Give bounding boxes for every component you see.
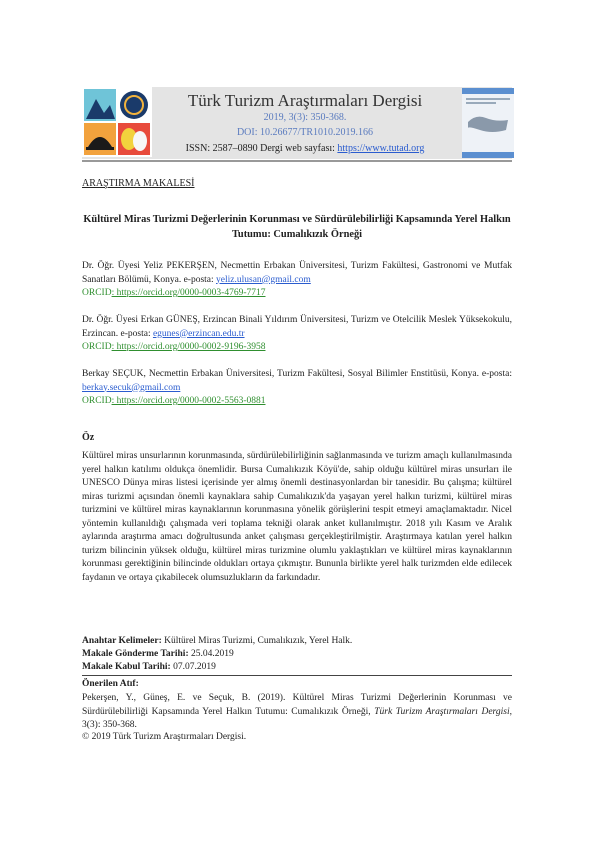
author-3-email[interactable]: berkay.secuk@gmail.com (82, 382, 181, 393)
author-1: Dr. Öğr. Üyesi Yeliz PEKERŞEN, Necmettin Erbakan Üniversitesi, Turizm Fakültesi, Gastronomi ve Mutfak Sanatları Bölümü, Konya. e-posta: yeliz.ulusan@gmail.com (82, 261, 512, 285)
issn-text: ISSN: 2587–0890 Dergi web sayfası: (185, 143, 338, 154)
author-3: Berkay SEÇUK, Necmettin Erbakan Üniversitesi, Turizm Fakültesi, Sosyal Bilimler Enstitüsü, Konya. e-posta: berkay.secuk@gmail.com (82, 369, 512, 393)
meta-divider (82, 675, 512, 676)
author-3-orcid[interactable]: ORCID: https://orcid.org/0000-0002-5563-0881 (82, 396, 266, 406)
citation-text: Pekerşen, Y., Güneş, E. ve Seçuk, B. (2019). Kültürel Miras Turizmi Değerlerinin Korunması ve Sürdürülebilirliği Kapsamında Yerel Halkın Tutumu: Cumalıkızık Örneği, Türk Turizm Araştırmaları Dergisi, 3(3): 350-368. (82, 693, 512, 730)
journal-doi[interactable]: DOI: 10.26677/TR1010.2019.166 (236, 127, 374, 138)
author-1-orcid[interactable]: ORCID: https://orcid.org/0000-0003-4769-7717 (82, 288, 266, 298)
abstract-heading: Öz (82, 432, 95, 443)
author-2-email[interactable]: egunes@erzincan.edu.tr (152, 328, 245, 339)
header-divider (82, 160, 512, 162)
acceptance-date: Makale Kabul Tarihi: 07.07.2019 (82, 662, 216, 672)
journal-logo (82, 87, 152, 157)
author-2: Dr. Öğr. Üyesi Erkan GÜNEŞ, Erzincan Binali Yıldırım Üniversitesi, Turizm ve Otelcilik Meslek Yüksekokulu, Erzincan. e-posta: egunes@erzincan.edu.tr (82, 315, 512, 339)
journal-cover-thumbnail (462, 88, 514, 158)
abstract-text: Kültürel miras unsurlarının korunmasında, sürdürülebilirliğinin sağlanmasında ve turizm amaçlı kullanılmasında yerel halkın katılımı oldukça önemlidir. Bursa Cumalıkızık Köyü'de, sahip olduğu kültürel miras unsurları ile UNESCO Dünya miras listesi içerisinde yer almış önemli destinasyonlardan bir tanesidir. Bu çalışma; kültürel miras turizmi açısından önemli kaynaklara sahip Cumalıkızık'da yaşayan yerel halkın turizmi, kültürel miras turizmini ve kültürel miras kaynaklarının korunmasına yönelik görüşlerini tespit etmeyi amaçlamaktadır. Nicel yöntemin kullanıldığı çalışmada veri toplama tekniği olarak anket kullanılmıştır. 2018 yılı Kasım ve Aralık aylarında araştırma amacı doğrultusunda anket çalışması gerçekleştirilmiştir. Araştırmaya katılan yerel halkın turizm bilincinin yüksek olduğu, kültürel miras turizmine olumlu yaklaştıkları ve kültürel miras kaynaklarının korunması gerektiğinin bilincinde oldukları ortaya çıkmıştır. Bununla birlikte yerel halk turizmden elde edilecek faydanın ve ortaya çıkabilecek olumsuzlukların da farkındadır. (82, 451, 512, 583)
citation-heading: Önerilen Atıf: (82, 679, 139, 689)
copyright: © 2019 Türk Turizm Araştırmaları Dergisi. (82, 732, 247, 742)
issn-line (160, 143, 450, 154)
keywords: Anahtar Kelimeler: Kültürel Miras Turizmi, Cumalıkızık, Yerel Halk. (82, 636, 353, 646)
journal-volume: 2019, 3(3): 350-368. (263, 112, 347, 123)
journal-title: Türk Turizm Araştırmaları Dergisi (187, 91, 423, 110)
article-title: Kültürel Miras Turizmi Değerlerinin Korunması ve Sürdürülebilirliği Kapsamında Yerel Halkın Tutumu: Cumalıkızık Örneği (83, 214, 511, 240)
author-2-orcid[interactable]: ORCID: https://orcid.org/0000-0002-9196-3958 (82, 342, 266, 352)
submission-date: Makale Gönderme Tarihi: 25.04.2019 (82, 649, 234, 659)
author-1-email[interactable]: yeliz.ulusan@gmail.com (216, 274, 311, 285)
article-type: ARAŞTIRMA MAKALESİ (82, 178, 195, 189)
website-link[interactable]: https://www.tutad.org (337, 143, 425, 154)
